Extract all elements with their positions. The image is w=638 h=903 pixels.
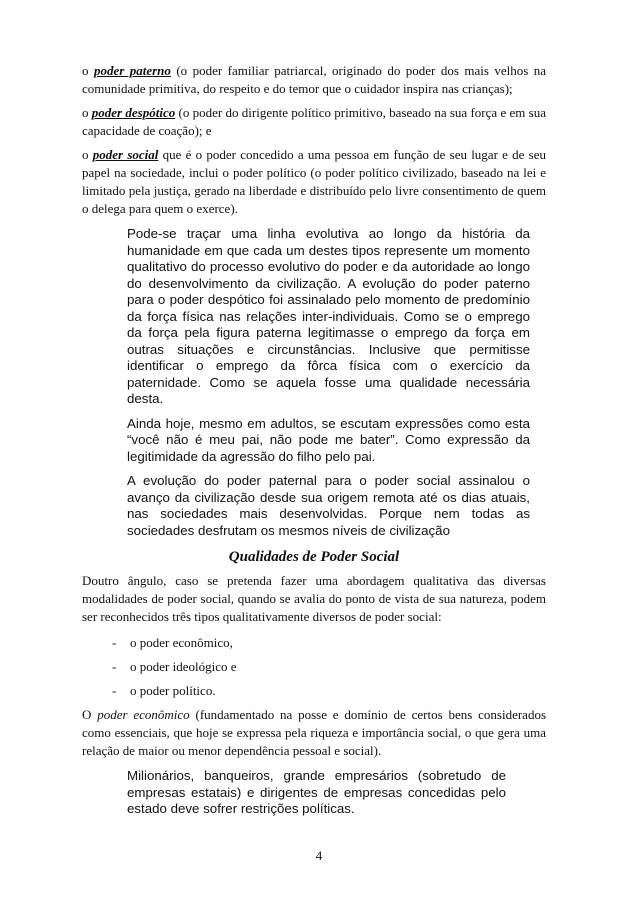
paragraph-text: (o poder do dirigente político primitivo, baseado na sua força e em sua capacidade de coação); e: [82, 105, 546, 138]
quote-evolution: Pode-se traçar uma linha evolutiva ao longo da história da humanidade em que cada um destes tipos represente um momento qualitativo do processo evolutivo do poder e da autoridade ao longo do desenvolvimento da civilização. A evolução do poder paterno para o poder despótico foi assinalado pelo momento de predomínio da força física nas relações inter-individuais. Como se o emprego da força pela figura paterna legitimasse o emprego da força em outras situações e circunstâncias. Inclusive que permitisse identificar o emprego da fôrca física com o exercício da paternidade. Como se aquela fosse uma qualidade necessária desta.: [127, 226, 530, 406]
list-dash: -: [112, 659, 117, 674]
list-item-text: o poder político.: [130, 683, 216, 698]
list-item-text: o poder econômico,: [130, 635, 233, 650]
paragraph-prefix: O: [82, 707, 98, 722]
paragraph-text: (fundamentado na posse e domínio de certos bens considerados como essenciais, que hoje se expressa pela riqueza e importância social, o que gera uma relação de maior ou menor dependência pessoal e social).: [82, 707, 547, 758]
paragraph-poder-despotico: [82, 104, 546, 140]
quote-adults: Ainda hoje, mesmo em adultos, se escutam expressões como esta “você não é meu pai, não pode me bater”. Como expressão da legitimidade da agressão do filho pelo pai.: [127, 415, 530, 464]
list-dash: -: [112, 635, 117, 650]
paragraph-poder-social: [82, 146, 546, 218]
term-poder-paterno: poder paterno: [93, 63, 171, 78]
paragraph-poder-paterno: [82, 62, 546, 98]
paragraph-prefix: o: [82, 63, 94, 78]
list-dash: -: [112, 683, 117, 698]
term-poder-despotico: poder despótico: [91, 105, 176, 120]
page-number: 4: [315, 848, 323, 863]
list-item: [112, 682, 546, 700]
document-page: [82, 62, 546, 826]
term-poder-social: poder social: [92, 147, 159, 162]
paragraph-prefix: o: [82, 147, 93, 162]
list-item-text: o poder ideológico e: [130, 659, 237, 674]
section-title: Qualidades de Poder Social: [228, 549, 400, 565]
quote-millionaires: Milionários, banqueiros, grande empresários (sobretudo de empresas estatais) e dirigentes de empresas concedidas pelo estado deve sofrer restrições políticas.: [127, 768, 506, 816]
paragraph-text: (o poder familiar patriarcal, originado do poder dos mais velhos na comunidade primitiva, do respeito e do temor que o cuidador inspira nas crianças);: [82, 63, 546, 96]
quote-civilization: A evolução do poder paternal para o poder social assinalou o avanço da civilização desde sua origem remota até os dias atuais, nas sociedades mais desenvolvidas. Porque nem todas as sociedades desfrutam os mesmos níveis de civilização: [127, 473, 530, 538]
paragraph-qualitative: Doutro ângulo, caso se pretenda fazer uma abordagem qualitativa das diversas modalidades de poder social, quando se avalia do ponto de vista de sua natureza, podem ser reconhecidos três tipos qualitativamente diversos de poder social:: [82, 573, 546, 624]
paragraph-prefix: o: [82, 105, 92, 120]
paragraph-text: que é o poder concedido a uma pessoa em função de seu lugar e de seu papel na sociedade, inclui o poder político (o poder político civilizado, baseado na lei e limitado pela justiça, gerado na liberdade e distribuído pelo livre consentimento de quem o delega para quem o exerce).: [82, 147, 546, 216]
power-types-list: [82, 634, 546, 700]
paragraph-poder-economico: [82, 706, 546, 760]
term-poder-economico: poder econômico: [97, 707, 190, 722]
list-item: [112, 634, 546, 652]
list-item: [112, 658, 546, 676]
